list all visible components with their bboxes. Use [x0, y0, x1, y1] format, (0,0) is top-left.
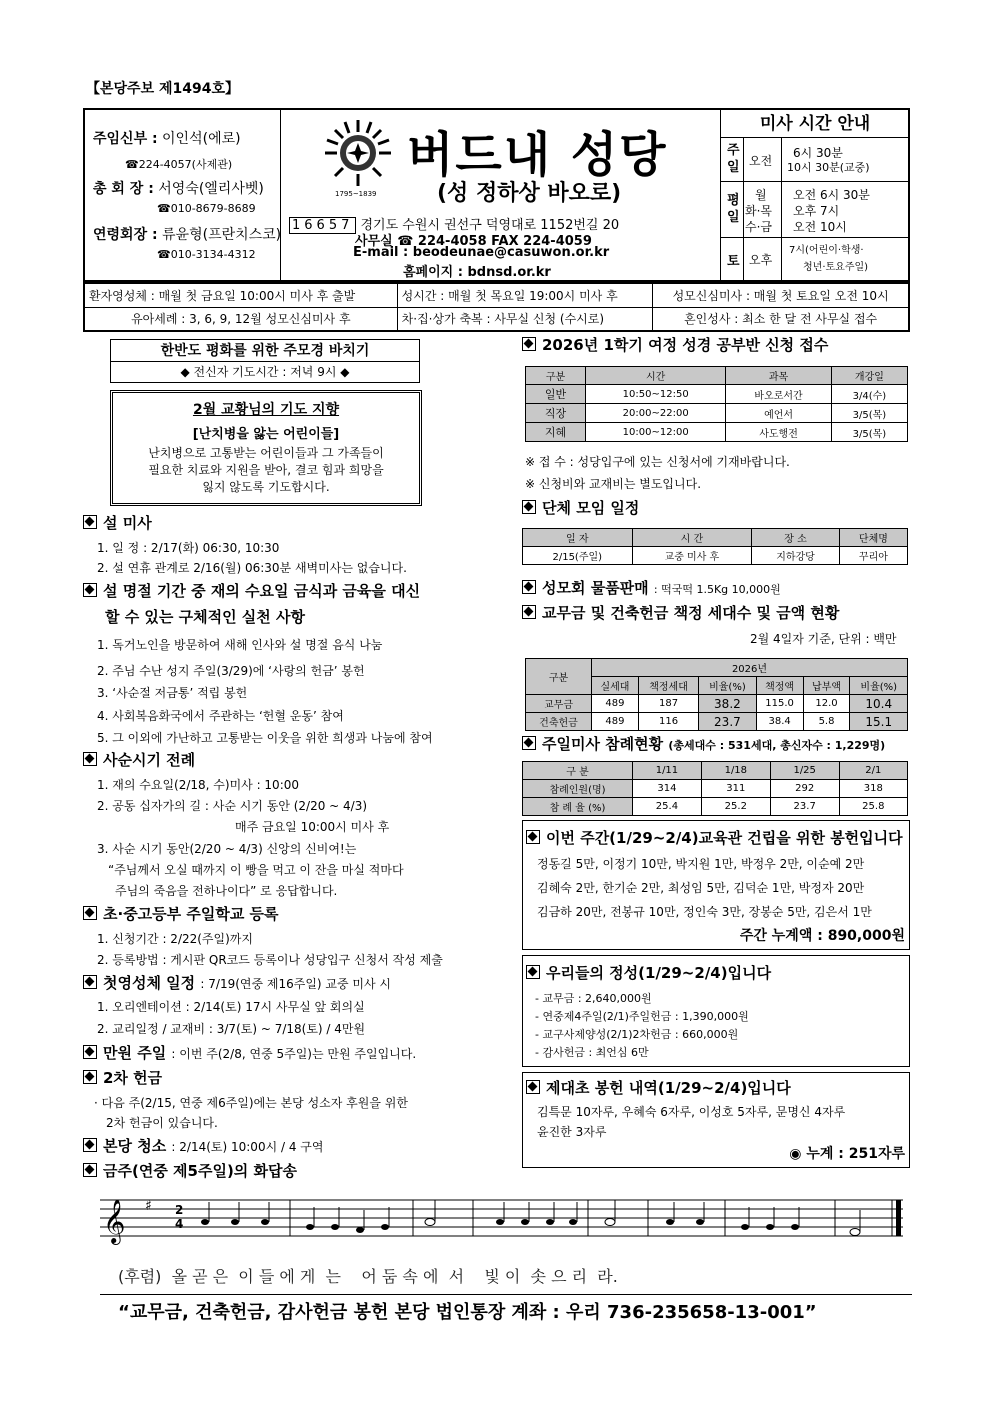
- line: 2차 헌금이 있습니다.: [106, 1116, 218, 1130]
- section-marker-icon: [522, 580, 536, 594]
- peace-title: 한반도 평화를 위한 주모경 바치기: [111, 340, 419, 362]
- table-row: 일반 10:50~12:50 바오로서간 3/4(수): [526, 385, 908, 404]
- candle-title: 제대초 봉헌 내역(1/29~2/4)입니다: [526, 1077, 791, 1098]
- section-group-meetings: 단체 모임 일정: [522, 497, 639, 518]
- svg-text:♯: ♯: [145, 1198, 152, 1214]
- table-row: 직장 20:00~22:00 예언서 3/5(목): [526, 404, 908, 423]
- line: 1. 재의 수요일(2/18, 수)미사 : 10:00: [97, 778, 300, 792]
- line: 2. 교리일정 / 교재비 : 3/7(토) ~ 7/18(토) / 4만원: [97, 1022, 366, 1036]
- mass-saturday: 토 오후 7시(어린이·학생· 청년·토요주일): [721, 238, 909, 280]
- line: 매주 금요일 10:00시 미사 후: [235, 820, 390, 834]
- line: 1. 독거노인을 방문하여 새해 인사와 설 명절 음식 나눔: [97, 638, 383, 652]
- candle-box: 제대초 봉헌 내역(1/29~2/4)입니다 김특문 10자루, 우혜숙 6자루, 이성호 5자루, 문명신 4자루 윤진한 3자루 ◉ 누계 : 251자루: [522, 1072, 910, 1168]
- staff-funeral: 연령회장 : 류윤형(프란치스코): [93, 227, 282, 243]
- staff-president: 총 회 장 : 서영숙(엘리사벳): [93, 181, 264, 197]
- svg-text:𝄞: 𝄞: [103, 1199, 126, 1243]
- section-marker-icon: [83, 583, 97, 597]
- staff-pastor-phone: ☎224-4057(사제관): [125, 158, 233, 171]
- pope-sub: [난치병을 앓는 어린이들]: [192, 427, 340, 442]
- notice-cell: 성모신심미사 : 매월 첫 토요일 오전 10시: [653, 283, 909, 307]
- table-row: 교무금 489 187 38.2 115.0 12.0 10.4: [526, 695, 908, 713]
- section-tithe: 교무금 및 건축헌금 책정 세대수 및 금액 현황: [522, 602, 839, 623]
- mass-weekday: 평일 월 화·목 수·금 오전 6시 30분 오후 7시 오전 10시: [721, 182, 909, 238]
- section-lent-practice-2: 할 수 있는 구체적인 실천 사항: [105, 608, 305, 626]
- table-row: 참 례 율 (%) 25.4 25.2 23.7 25.8: [523, 798, 908, 816]
- ours-box: 우리들의 정성(1/29~2/4)입니다 - 교무금 : 2,640,000원 - 연중제4주일(2/1)주일헌금 : 1,390,000원 - 교구사제양성(2/1)2차헌금 : 660,000원 - 감사헌금 : 최언심 6만: [522, 955, 910, 1067]
- issue-number: 【본당주보 제1494호】: [86, 81, 239, 97]
- section-marker-icon: [83, 1045, 97, 1059]
- svg-text:4: 4: [175, 1217, 184, 1231]
- homepage[interactable]: 홈페이지 : bdnsd.or.kr: [403, 265, 551, 280]
- section-marker-icon: [522, 736, 536, 750]
- table-row: 지혜 10:00~12:00 사도행전 3/5(목): [526, 423, 908, 442]
- section-10000-sunday: 만원 주일 : 이번 주(2/8, 연중 5주일)는 만원 주일입니다.: [83, 1042, 416, 1063]
- line: 4. 사회복음화국에서 주관하는 ‘헌혈 운동’ 참여: [97, 709, 344, 723]
- section-first-communion: 첫영성체 일정 : 7/19(연중 제16주일) 교중 미사 시: [83, 972, 391, 993]
- pope-title: 2월 교황님의 기도 지향: [192, 402, 340, 418]
- table-row: 2/15(주일) 교중 미사 후 지하강당 꾸리아: [523, 547, 908, 565]
- group-table: 일 자 시 간 장 소 단체명 2/15(주일) 교중 미사 후 지하강당 꾸리아: [522, 528, 908, 565]
- section-school-registration: 초·중고등부 주일학교 등록: [83, 903, 279, 924]
- line: 1. 일 정 : 2/17(화) 06:30, 10:30: [97, 541, 280, 555]
- line: 5. 그 이외에 가난하고 고통받는 이웃을 위한 희생과 나눔에 참여: [97, 731, 433, 745]
- line: 주님의 죽음을 전하나이다” 로 응답합니다.: [115, 884, 338, 898]
- offering-box: 이번 주간(1/29~2/4)교육관 건립을 위한 봉헌입니다 정동길 5만, 이정기 10만, 박지원 1만, 박정우 2만, 이순예 2만 김혜숙 2만, 한기순 2만, 최성임 5만, 김덕순 1만, 박정자 20만 김금하 20만, 전봉규 10만, 정인숙 3만, 장봉순 5만, 김은서 1만 주간 누계액 : 890,000원: [522, 820, 910, 950]
- notice-cell: 혼인성사 : 최소 한 달 전 사무실 접수: [653, 307, 909, 331]
- bank-account: “교무금, 건축헌금, 감사헌금 봉헌 본당 법인통장 계좌 : 우리 736-235658-13-001”: [118, 1302, 817, 1323]
- candle-total: ◉ 누계 : 251자루: [789, 1146, 905, 1162]
- office-phone: 사무실 ☎ 224-4058 FAX 224-4059: [355, 234, 592, 249]
- ours-title: 우리들의 정성(1/29~2/4)입니다: [526, 962, 771, 983]
- line: 1. 오리엔테이션 : 2/14(토) 17시 사무실 앞 회의실: [97, 1000, 365, 1014]
- section-marker-icon: [526, 830, 540, 844]
- psalm-lyrics: (후렴) 올 곧 은 이 들 에 게 는 어 둠 속 에 서 빛 이 솟 으 리 라.: [118, 1267, 618, 1286]
- pope-text: 난치병으로 고통받는 어린이들과 그 가족들이 필요한 치료와 지원을 받아, 결코 힘과 희망을 잃지 않도록 기도합시다.: [148, 446, 384, 494]
- note: ※ 접 수 : 성당입구에 있는 신청서에 기재바랍니다.: [525, 455, 790, 469]
- line: 3. ‘사순절 저금통’ 적립 봉헌: [97, 686, 248, 700]
- attendance-table: 구 분 1/11 1/18 1/25 2/1 참례인원(명) 314 311 292 318 참 례 율 (%) 25.4 25.2 23.7 25.8: [522, 761, 908, 816]
- section-marker-icon: [522, 337, 536, 351]
- seal-years: 1795~1839: [335, 190, 377, 198]
- line: 2. 등록방법 : 게시판 QR코드 등록이나 성당입구 신청서 작성 제출: [97, 953, 443, 967]
- peace-sub: ◆ 전신자 기도시간 : 저녁 9시 ◆: [180, 365, 350, 379]
- church-patron: (성 정하상 바오로): [437, 181, 622, 206]
- notice-cell: 성시간 : 매월 첫 목요일 19:00시 미사 후: [397, 283, 653, 307]
- line: 1. 신청기간 : 2/22(주일)까지: [97, 932, 253, 946]
- tithe-basis: 2월 4일자 기준, 단위 : 백만: [750, 632, 897, 646]
- section-marker-icon: [83, 1070, 97, 1084]
- email[interactable]: E-mail : beodeunae@casuwon.or.kr: [353, 245, 610, 260]
- offering-title: 이번 주간(1/29~2/4)교육관 건립을 위한 봉헌입니다: [526, 827, 903, 848]
- notice-cell: 차·집·상가 축복 : 사무실 신청 (수시로): [397, 307, 653, 331]
- section-marker-icon: [83, 752, 97, 766]
- pope-box: [110, 390, 422, 506]
- church-seal-icon: [323, 118, 393, 188]
- address: 16657 경기도 수원시 권선구 덕영대로 1152번길 20: [289, 214, 619, 233]
- note: ※ 신청비와 교재비는 별도입니다.: [525, 477, 702, 491]
- section-marker-icon: [526, 965, 540, 979]
- section-attendance: 주일미사 참례현황 (총세대수 : 531세대, 총신자수 : 1,229명): [522, 733, 885, 754]
- staff-pastor: 주임신부 : 이인석(에로): [93, 131, 241, 147]
- section-market: 성모회 물품판매 : 떡국떡 1.5Kg 10,000원: [522, 577, 781, 598]
- header-box: [83, 108, 910, 282]
- line: 2. 설 연휴 관계로 2/16(월) 06:30분 새벽미사는 없습니다.: [97, 561, 407, 575]
- postal-code: 16657: [289, 217, 356, 234]
- notice-table: [83, 282, 910, 332]
- line: “주님께서 오실 때까지 이 빵을 먹고 이 잔을 마실 적마다: [108, 863, 404, 877]
- staff-president-phone: ☎010-8679-8689: [157, 202, 256, 215]
- section-psalm: 금주(연중 제5주일)의 화답송: [83, 1160, 297, 1181]
- section-marker-icon: [522, 605, 536, 619]
- section-marker-icon: [83, 515, 97, 529]
- table-row: 참례인원(명) 314 311 292 318: [523, 780, 908, 798]
- table-row: 건축헌금 489 116 23.7 38.4 5.8 15.1: [526, 713, 908, 731]
- mass-sunday: 주일 오전 6시 30분 10시 30분(교중): [721, 138, 909, 182]
- section-marker-icon: [83, 906, 97, 920]
- section-marker-icon: [83, 975, 97, 989]
- line: 2. 공동 십자가의 길 : 사순 시기 동안 (2/20 ~ 4/3): [97, 799, 368, 813]
- notice-cell: 환자영성체 : 매월 첫 금요일 10:00시 미사 후 출발: [84, 283, 397, 307]
- section-marker-icon: [83, 1163, 97, 1177]
- section-marker-icon: [522, 500, 536, 514]
- section-cleaning: 본당 청소 : 2/14(토) 10:00시 / 4 구역: [83, 1135, 323, 1156]
- table-header: 구분: [526, 367, 586, 385]
- section-marker-icon: [83, 1138, 97, 1152]
- line: · 다음 주(2/15, 연중 제6주일)에는 본당 성소자 후원을 위한: [94, 1096, 408, 1110]
- section-lent-practice: 설 명절 기간 중 재의 수요일 금식과 금육을 대신: [83, 580, 420, 601]
- section-bible-study: 2026년 1학기 여정 성경 공부반 신청 접수: [522, 334, 828, 355]
- svg-text:2: 2: [175, 1203, 184, 1217]
- bible-table: 구분 시간 과목 개강일 일반 10:50~12:50 바오로서간 3/4(수) 직장 20:00~22:00 예언서 3/5(목) 지혜 10:00~12:00 사도행전 3/5(목): [525, 366, 908, 442]
- section-second-collection: 2차 헌금: [83, 1067, 162, 1088]
- section-marker-icon: [526, 1080, 540, 1094]
- notice-cell: 유아세례 : 3, 6, 9, 12월 성모신심미사 후: [84, 307, 397, 331]
- section-new-year-mass: 설 미사: [83, 512, 152, 533]
- line: 2. 주님 수난 성지 주일(3/29)에 ‘사랑의 헌금’ 봉헌: [97, 664, 365, 678]
- staff-funeral-phone: ☎010-3134-4312: [157, 248, 256, 261]
- section-lent-liturgy: 사순시기 전례: [83, 749, 195, 770]
- church-name: 버드내 성당: [407, 127, 668, 183]
- tithe-table: 구분 2026년 실세대 책정세대 비율(%) 책정액 납부액 비율(%) 교무금 489 187 38.2 115.0 12.0 10.4 건축헌금 489 116 23.7 38.4 5.8 15.1: [525, 658, 908, 731]
- music-score: [95, 1192, 910, 1252]
- line: 3. 사순 시기 동안(2/20 ~ 4/3) 신앙의 신비여!는: [97, 842, 357, 856]
- mass-title: 미사 시간 안내: [721, 110, 909, 138]
- peace-box: [110, 339, 420, 383]
- offering-total: 주간 누계액 : 890,000원: [739, 928, 905, 944]
